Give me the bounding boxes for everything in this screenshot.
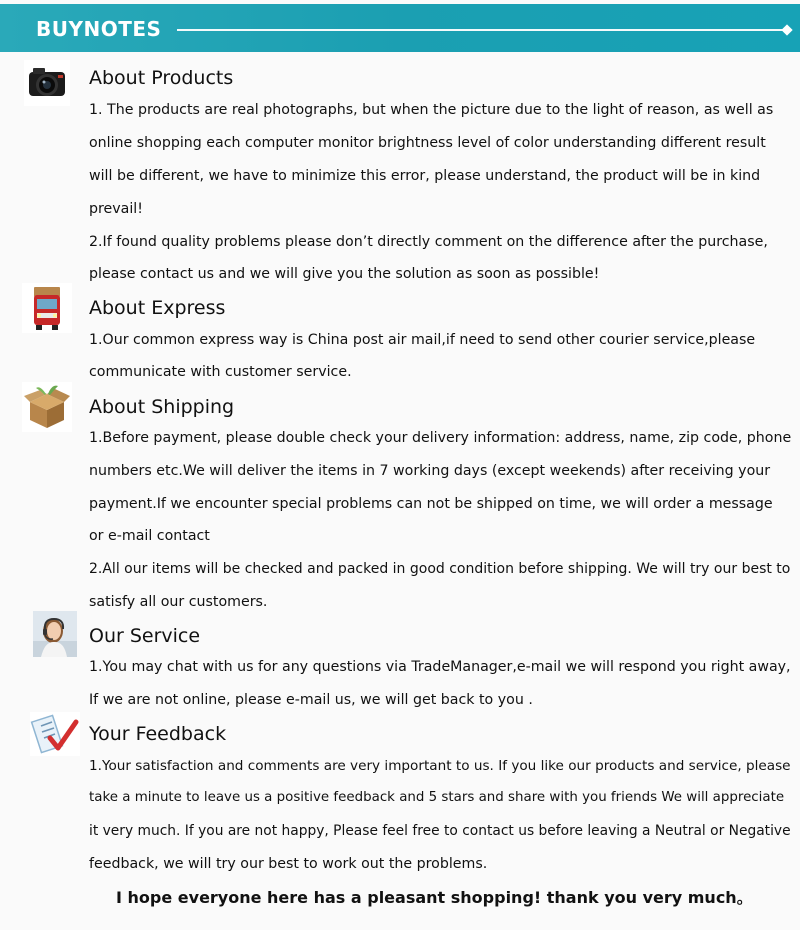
header-divider: [177, 29, 787, 31]
section-text-line: take a minute to leave us a positive feedback and 5 stars and share with you friends We will appreciate: [89, 790, 785, 805]
section-text-line: please contact us and we will give you the solution as soon as possible!: [89, 266, 600, 282]
section-text-line: 1.Our common express way is China post air mail,if need to send other courier service,please: [89, 332, 756, 348]
header-diamond: [781, 24, 792, 35]
header-title: BUYNOTES: [36, 17, 162, 41]
section-title: About Express: [89, 297, 226, 319]
section-text-line: it very much. If you are not happy, Please feel free to contact us before leaving a Neutral or Negative: [89, 823, 791, 839]
section-text-line: communicate with customer service.: [89, 364, 352, 380]
section-text-line: numbers etc.We will deliver the items in 7 working days (except weekends) after receiving your: [89, 463, 771, 479]
section-text-line: If we are not online, please e-mail us, we will get back to you .: [89, 692, 533, 708]
section-text-line: 1. The products are real photographs, but when the picture due to the light of reason, as well as: [89, 102, 774, 118]
package-icon: [22, 382, 72, 432]
section-text-line: 1.Before payment, please double check your delivery information: address, name, zip code, phone: [89, 430, 792, 446]
section-text-line: 1.Your satisfaction and comments are very important to us. If you like our products and service, please: [89, 758, 791, 774]
section-text-line: or e-mail contact: [89, 528, 210, 544]
section-text-line: online shopping each computer monitor brightness level of color understanding different result: [89, 135, 766, 151]
section-text-line: satisfy all our customers.: [89, 594, 268, 610]
section-text-line: 2.If found quality problems please don’t directly comment on the difference after the purchase,: [89, 234, 768, 250]
section-title: About Shipping: [89, 396, 235, 418]
section-text-line: payment.If we encounter special problems can not be shipped on time, we will order a message: [89, 496, 773, 512]
section-title: About Products: [89, 67, 234, 89]
section-text-line: feedback, we will try our best to work out the problems.: [89, 856, 488, 872]
section-title: Your Feedback: [89, 723, 227, 745]
section-title: Our Service: [89, 625, 201, 647]
closing-message: I hope everyone here has a pleasant shopping! thank you very much。: [116, 888, 753, 907]
section-text-line: prevail!: [89, 201, 143, 217]
truck-icon: [22, 283, 72, 333]
customer-service-icon: [33, 611, 77, 657]
checklist-icon: [30, 712, 80, 756]
header-banner: [0, 4, 800, 52]
section-text-line: 2.All our items will be checked and packed in good condition before shipping. We will try our best to: [89, 561, 791, 577]
section-text-line: will be different, we have to minimize this error, please understand, the product will be in kind: [89, 168, 761, 184]
section-text-line: 1.You may chat with us for any questions via TradeManager,e-mail we will respond you right away,: [89, 659, 791, 675]
camera-icon: [22, 58, 72, 108]
